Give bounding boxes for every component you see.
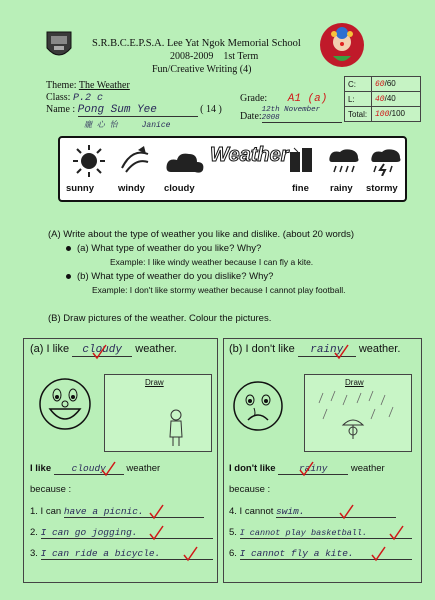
like-header: (a) I like cloudy weather. [30, 343, 177, 356]
like-item-1: 1. I can have a picnic. [30, 506, 204, 518]
worksheet-subject: Fun/Creative Writing (4) [152, 64, 252, 75]
sad-face-icon [232, 380, 284, 432]
instruction-a2-example: Example: I don't like stormy weather because I cannot play football. [92, 285, 346, 295]
score-row-total: Total: 100/100 [345, 107, 421, 122]
instruction-a: (A) Write about the type of weather you like and dislike. (about 20 words) [48, 229, 355, 240]
clown-sticker-icon [319, 22, 365, 68]
cloud-icon [165, 150, 205, 176]
instruction-a1-example: Example: I like windy weather because I can fly a kite. [110, 257, 314, 267]
rain-drawing [313, 389, 403, 447]
like-because: because : [30, 484, 72, 495]
sun-icon [72, 144, 106, 178]
like-sentence: I like cloudy weather [30, 463, 161, 474]
rain-cloud-icon [328, 148, 360, 176]
girl-drawing [167, 409, 185, 447]
label-sunny: sunny [66, 183, 94, 194]
name-row: Name : Pong Sum Yee ( 14 ) [46, 104, 222, 116]
like-item-3: 3. I can ride a bicycle. [30, 548, 213, 560]
instruction-a1: (a) What type of weather do you like? Why? [66, 243, 261, 254]
like-draw-box[interactable] [104, 374, 212, 452]
instruction-a2: (b) What type of weather do you dislike? Why? [66, 271, 273, 282]
banner-title: Weather [210, 144, 289, 166]
score-row-l: L: 40/40 [345, 92, 421, 107]
date-row: Date:12th November 2008 [240, 106, 342, 123]
dislike-draw-label: Draw [345, 378, 364, 387]
windy-icon [118, 144, 152, 178]
theme-row: Theme: The Weather [46, 80, 130, 91]
class-row: Class: P.2 c [46, 92, 103, 104]
school-name: S.R.B.C.E.P.S.A. Lee Yat Ngok Memorial School [92, 38, 301, 49]
instruction-b: (B) Draw pictures of the weather. Colour the pictures. [48, 313, 272, 324]
school-year: 2008-2009 1st Term [170, 51, 259, 62]
weather-banner [58, 136, 407, 202]
happy-face-icon [38, 377, 92, 431]
dislike-sentence: I don't like rainy weather [229, 463, 385, 474]
chinese-name: 龐 心 怡 Janice [84, 121, 171, 130]
fine-weather-icon [288, 146, 314, 174]
label-stormy: stormy [366, 183, 398, 194]
score-table [344, 76, 421, 122]
like-draw-label: Draw [145, 378, 164, 387]
dislike-draw-box[interactable] [304, 374, 412, 452]
storm-cloud-icon [370, 148, 402, 176]
label-fine: fine [292, 183, 309, 194]
dislike-header: (b) I don't like rainy weather. [229, 343, 401, 356]
label-rainy: rainy [330, 183, 353, 194]
label-windy: windy [118, 183, 145, 194]
dislike-because: because : [229, 484, 271, 495]
score-row-c: C: 60/60 [345, 77, 421, 92]
label-cloudy: cloudy [164, 183, 195, 194]
school-crest-logo [45, 28, 73, 62]
dislike-item-3: 6. I cannot fly a kite. [229, 548, 412, 560]
grade-row: Grade: A1 (a) [240, 93, 328, 105]
like-item-2: 2. I can go jogging. [30, 527, 213, 539]
dislike-item-1: 4. I cannot swim. [229, 506, 396, 518]
dislike-item-2: 5. I cannot play basketball. [229, 527, 412, 539]
